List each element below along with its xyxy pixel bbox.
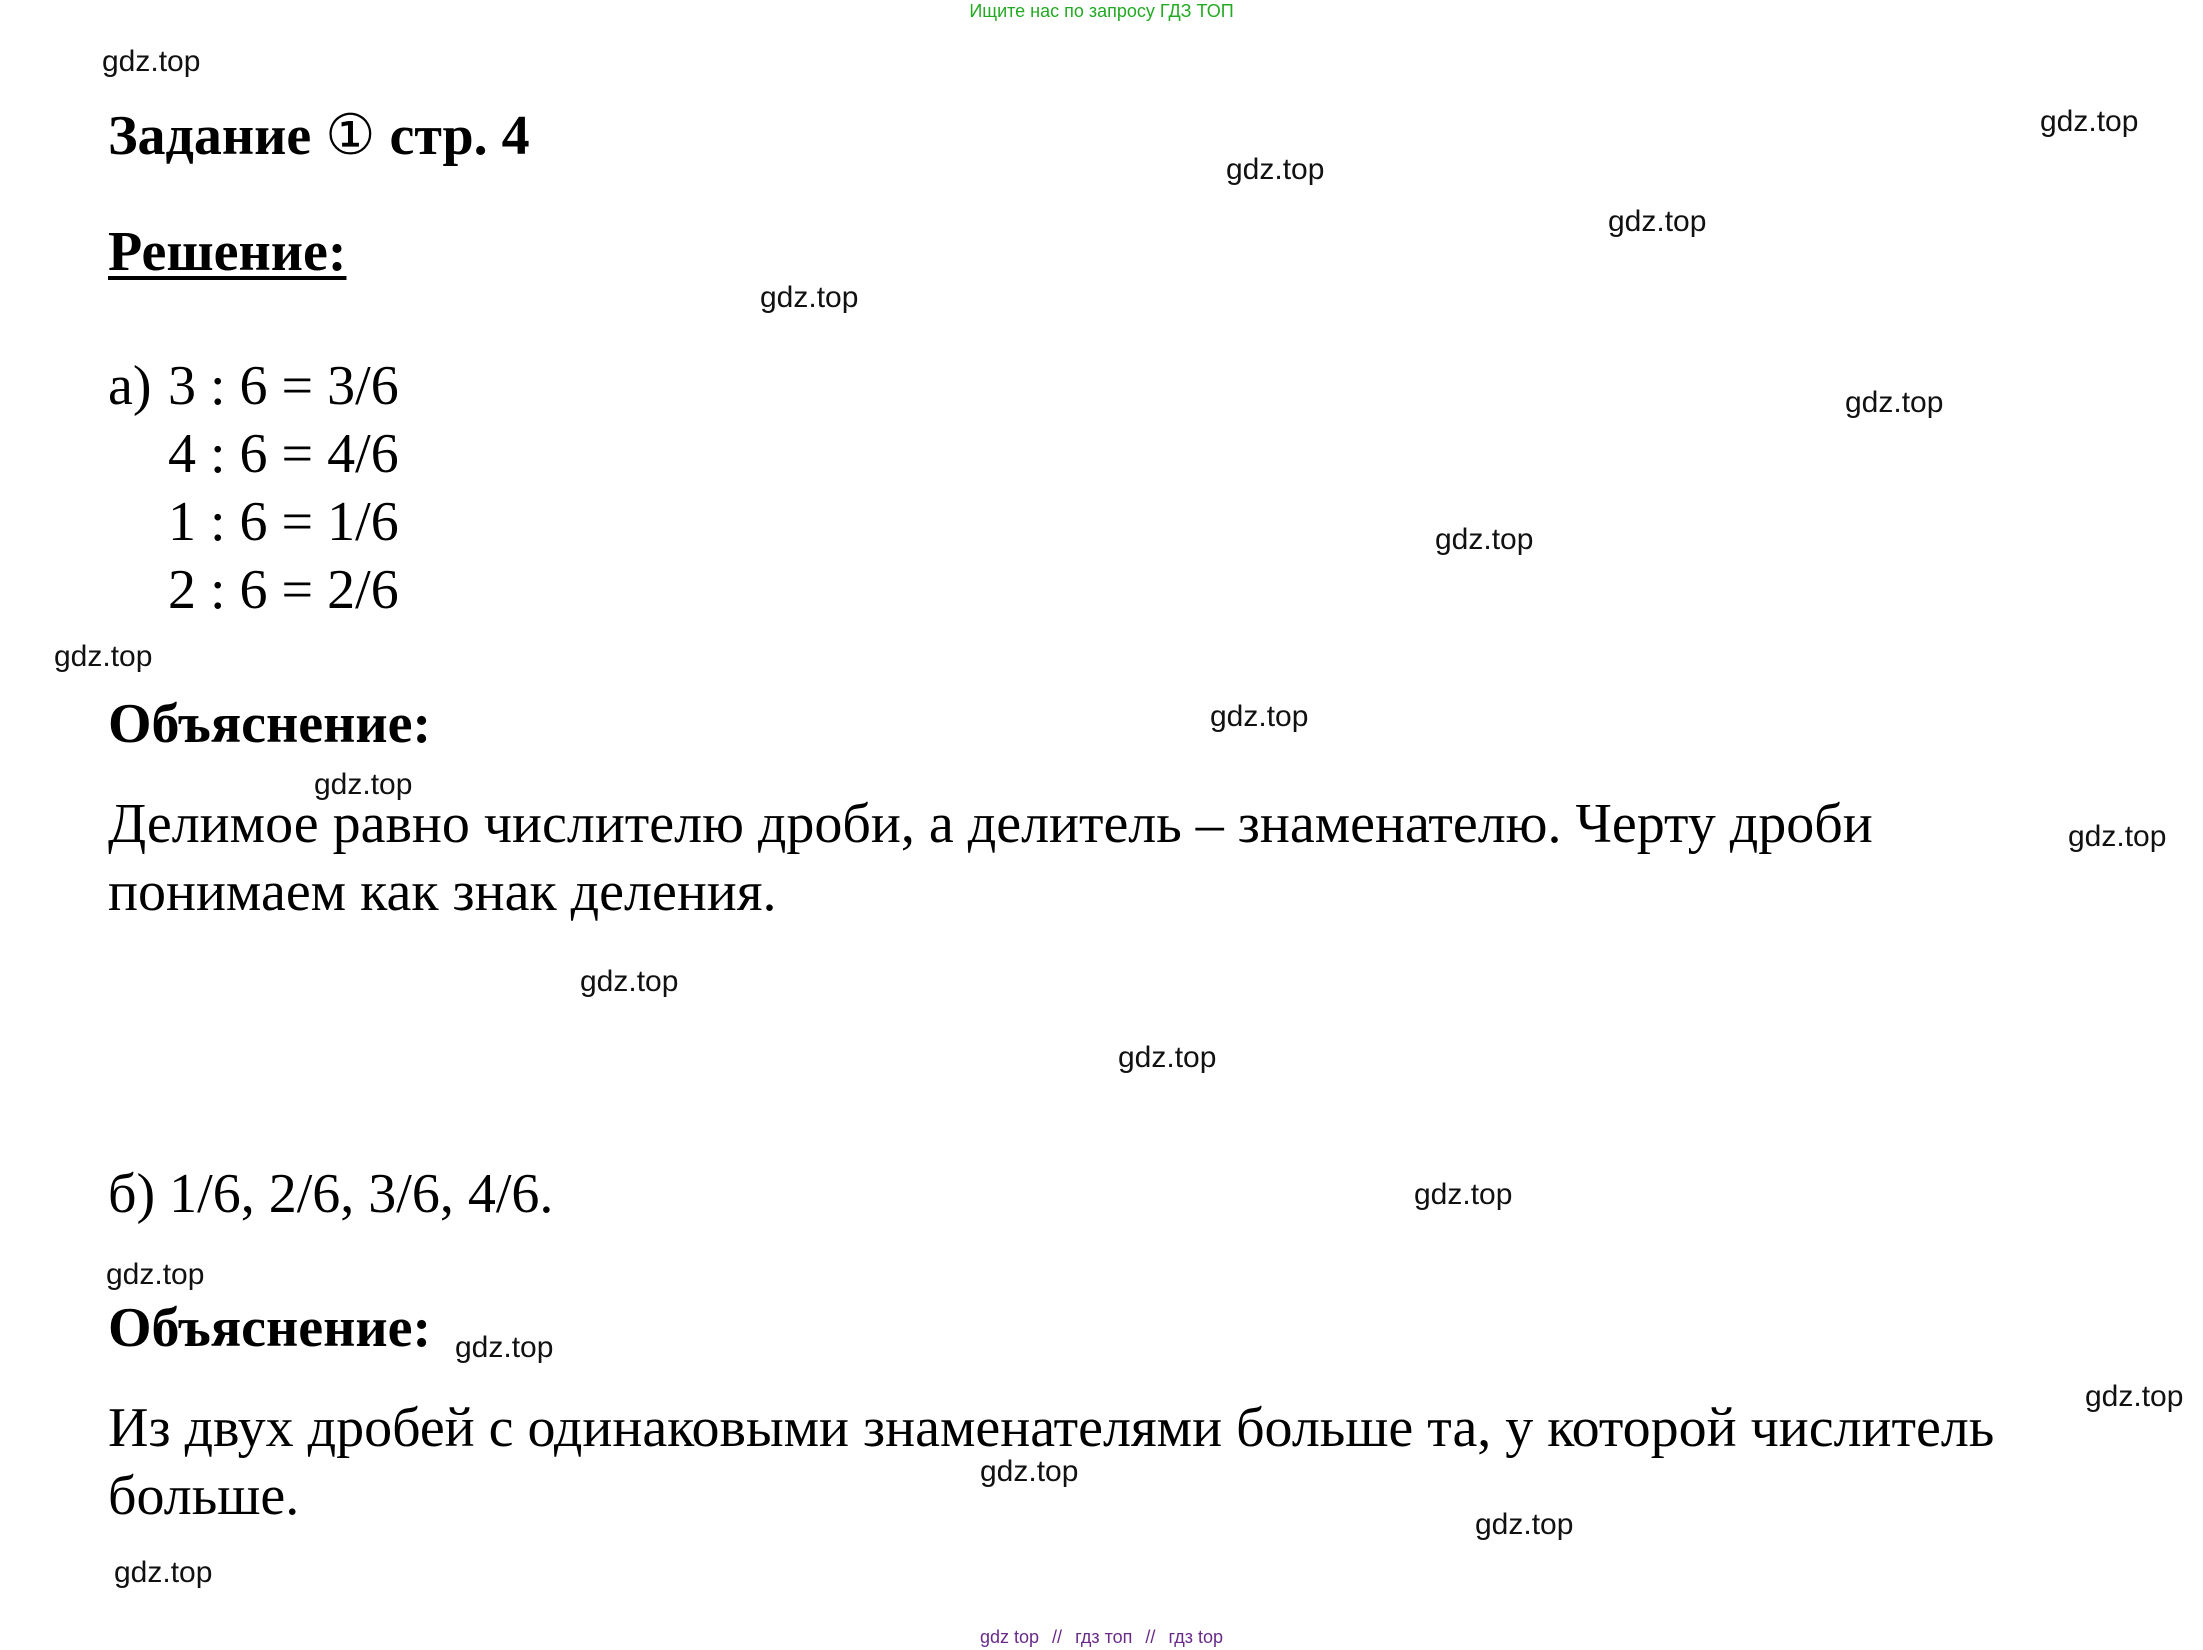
- watermark: gdz.top: [1435, 523, 1534, 556]
- footer-separator: //: [1145, 1627, 1156, 1647]
- watermark: gdz.top: [1118, 1041, 1217, 1074]
- watermark: gdz.top: [1475, 1508, 1574, 1541]
- equation-row: [108, 488, 399, 556]
- explanation-line: понимаем как знак деления.: [108, 861, 777, 923]
- explanation-line: Из двух дробей с одинаковыми знаменателями больше та, у которой числитель: [108, 1397, 1995, 1459]
- explanation-line: Делимое равно числителю дроби, а делитель – знаменателю. Черту дроби: [108, 793, 1873, 855]
- banner-text[interactable]: Ищите нас по запросу ГДЗ ТОП: [969, 1, 1234, 21]
- task-title: [108, 104, 530, 168]
- equation: 1 : 6 = 1/6: [168, 491, 399, 553]
- watermark: gdz.top: [1414, 1178, 1513, 1211]
- explanation-line: больше.: [108, 1465, 300, 1527]
- watermark: gdz.top: [102, 45, 201, 78]
- part-b-answer: б) 1/6, 2/6, 3/6, 4/6.: [108, 1163, 554, 1225]
- watermark: gdz.top: [54, 640, 153, 673]
- equation: 2 : 6 = 2/6: [168, 559, 399, 621]
- watermark: gdz.top: [1210, 700, 1309, 733]
- watermark: gdz.top: [2085, 1380, 2184, 1413]
- explanation-heading: Объяснение:: [108, 693, 432, 755]
- explanation-paragraph: [108, 790, 1873, 926]
- explanation-heading: Объяснение:: [108, 1297, 432, 1359]
- watermark: gdz.top: [2068, 820, 2167, 853]
- part-a-label: а): [108, 355, 152, 417]
- task-prefix: Задание: [108, 105, 312, 167]
- footer-link[interactable]: гдз top: [1168, 1627, 1223, 1647]
- equation: 4 : 6 = 4/6: [168, 423, 399, 485]
- task-page-ref: стр. 4: [389, 105, 530, 167]
- watermark: gdz.top: [980, 1455, 1079, 1488]
- solution-heading: Решение:: [108, 221, 347, 283]
- watermark: gdz.top: [760, 281, 859, 314]
- equation-row: [108, 556, 399, 624]
- watermark: gdz.top: [1845, 386, 1944, 419]
- watermark: gdz.top: [455, 1331, 554, 1364]
- task-number: ①: [325, 105, 376, 167]
- watermark: gdz.top: [114, 1556, 213, 1589]
- top-banner[interactable]: [0, 0, 2203, 22]
- watermark: gdz.top: [1608, 205, 1707, 238]
- footer-link[interactable]: gdz top: [979, 1627, 1040, 1647]
- watermark: gdz.top: [580, 965, 679, 998]
- watermark: gdz.top: [106, 1258, 205, 1291]
- watermark: gdz.top: [2040, 105, 2139, 138]
- footer-link[interactable]: гдз топ: [1075, 1627, 1133, 1647]
- equation-row: [108, 352, 399, 420]
- part-a-equations: [108, 352, 399, 624]
- equation: 3 : 6 = 3/6: [168, 355, 399, 417]
- watermark: gdz.top: [1226, 153, 1325, 186]
- footer-links: [0, 1626, 2203, 1648]
- equation-row: [108, 420, 399, 488]
- watermark: gdz.top: [314, 768, 413, 801]
- footer-separator: //: [1052, 1627, 1063, 1647]
